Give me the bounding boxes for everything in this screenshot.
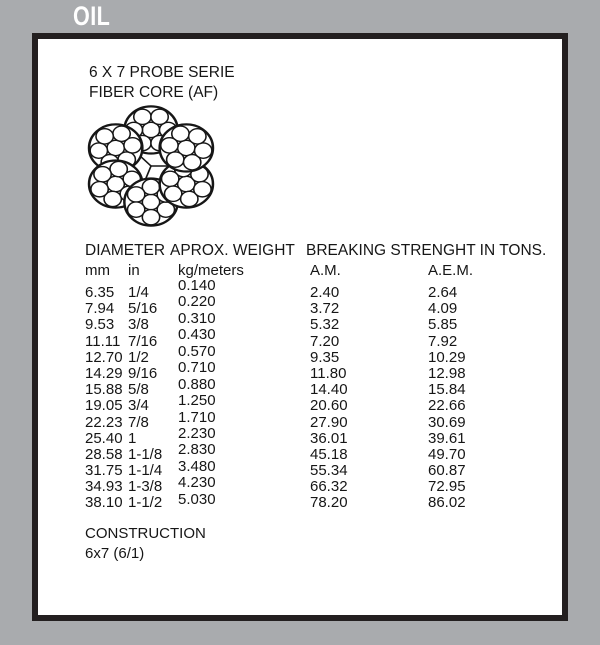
table-cell-am: 5.32 bbox=[310, 316, 340, 334]
table-cell-mm: 31.75 bbox=[85, 462, 123, 480]
table-cell-kg: 5.030 bbox=[178, 490, 216, 508]
table-cell-aem: 39.61 bbox=[428, 429, 466, 447]
table-cell-mm: 25.40 bbox=[85, 429, 123, 447]
table-cell-mm: 38.10 bbox=[85, 494, 123, 512]
subheader-in: in bbox=[128, 262, 140, 279]
table-cell-kg: 2.230 bbox=[178, 424, 216, 442]
table-cell-aem: 30.69 bbox=[428, 413, 466, 431]
table-cell-aem: 22.66 bbox=[428, 397, 466, 415]
table-cell-kg: 2.830 bbox=[178, 441, 216, 459]
table-cell-aem: 4.09 bbox=[428, 300, 458, 318]
table-cell-aem: 72.95 bbox=[428, 478, 466, 496]
table-cell-mm: 7.94 bbox=[85, 300, 115, 318]
table-cell-in: 1-1/8 bbox=[128, 445, 163, 463]
table-cell-am: 2.40 bbox=[310, 284, 340, 301]
table-cell-kg: 0.430 bbox=[178, 326, 216, 344]
table-cell-aem: 10.29 bbox=[428, 348, 466, 366]
table-cell-kg: 0.710 bbox=[178, 359, 216, 377]
table-column-aem bbox=[428, 285, 466, 512]
table-cell-kg: 4.230 bbox=[178, 474, 216, 492]
table-cell-in: 5/8 bbox=[128, 381, 149, 399]
subheader-mm: mm bbox=[85, 262, 110, 279]
table-cell-mm: 12.70 bbox=[85, 348, 123, 366]
table-column-in bbox=[128, 285, 162, 512]
table-cell-am: 14.40 bbox=[310, 381, 348, 399]
table-cell-mm: 22.23 bbox=[85, 413, 123, 431]
table-cell-kg: 0.310 bbox=[178, 309, 216, 327]
table-cell-am: 11.80 bbox=[310, 364, 347, 382]
table-cell-in: 9/16 bbox=[128, 364, 158, 382]
sheet-title bbox=[89, 63, 235, 103]
header-breaking-strenght: BREAKING STRENGHT IN TONS. bbox=[306, 242, 547, 259]
table-cell-in: 1/4 bbox=[128, 284, 149, 301]
table-cell-mm: 34.93 bbox=[85, 478, 123, 496]
table-cell-in: 1-3/8 bbox=[128, 478, 163, 496]
table-cell-aem: 49.70 bbox=[428, 445, 466, 463]
table-cell-in: 7/16 bbox=[128, 332, 158, 350]
table-cell-kg: 0.220 bbox=[178, 293, 216, 311]
table-column-kg-meters bbox=[178, 278, 216, 508]
wire-rope-cross-section-icon bbox=[82, 105, 220, 227]
table-cell-aem: 86.02 bbox=[428, 494, 466, 512]
table-cell-am: 7.20 bbox=[310, 332, 340, 350]
table-cell-in: 1/2 bbox=[128, 348, 149, 366]
table-cell-am: 66.32 bbox=[310, 478, 348, 496]
construction-block bbox=[85, 524, 206, 563]
table-cell-kg: 3.480 bbox=[178, 457, 216, 475]
table-cell-mm: 9.53 bbox=[85, 316, 115, 334]
table-cell-in: 7/8 bbox=[128, 413, 149, 431]
table-cell-mm: 11.11 bbox=[85, 332, 121, 350]
table-cell-aem: 12.98 bbox=[428, 364, 466, 382]
table-cell-in: 3/8 bbox=[128, 316, 149, 334]
table-cell-in: 3/4 bbox=[128, 397, 149, 415]
table-cell-in: 1 bbox=[128, 429, 137, 447]
title-line-2: FIBER CORE (AF) bbox=[89, 84, 219, 101]
oil-logo: OIL bbox=[73, 1, 111, 31]
table-cell-mm: 15.88 bbox=[85, 381, 123, 399]
title-line-1: 6 X 7 PROBE SERIE bbox=[89, 64, 235, 81]
table-cell-aem: 2.64 bbox=[428, 284, 458, 301]
table-cell-am: 45.18 bbox=[310, 445, 348, 463]
table-cell-aem: 60.87 bbox=[428, 462, 466, 480]
subheader-aem: A.E.M. bbox=[428, 262, 474, 279]
subheader-am: A.M. bbox=[310, 262, 341, 279]
table-cell-kg: 0.880 bbox=[178, 375, 216, 393]
table-cell-aem: 15.84 bbox=[428, 381, 466, 399]
table-column-mm bbox=[85, 285, 123, 512]
table-cell-kg: 1.710 bbox=[178, 408, 216, 426]
table-cell-am: 36.01 bbox=[310, 429, 348, 447]
table-cell-mm: 6.35 bbox=[85, 284, 115, 301]
table-cell-am: 55.34 bbox=[310, 462, 348, 480]
table-cell-mm: 28.58 bbox=[85, 445, 123, 463]
table-cell-kg: 0.570 bbox=[178, 342, 216, 360]
spec-sheet bbox=[32, 33, 568, 621]
header-diameter: DIAMETER bbox=[85, 242, 166, 259]
table-cell-am: 27.90 bbox=[310, 413, 348, 431]
table-cell-kg: 0.140 bbox=[178, 277, 216, 294]
construction-label: CONSTRUCTION bbox=[85, 525, 206, 542]
table-column-am bbox=[310, 285, 348, 512]
table-cell-mm: 14.29 bbox=[85, 364, 123, 382]
table-cell-mm: 19.05 bbox=[85, 397, 123, 415]
table-cell-in: 1-1/2 bbox=[128, 494, 163, 512]
table-cell-in: 1-1/4 bbox=[128, 462, 163, 480]
table-cell-am: 3.72 bbox=[310, 300, 340, 318]
header-aprox-weight: APROX. WEIGHT bbox=[170, 242, 295, 259]
table-cell-aem: 5.85 bbox=[428, 316, 458, 334]
table-cell-am: 20.60 bbox=[310, 397, 348, 415]
table-cell-aem: 7.92 bbox=[428, 332, 458, 350]
table-cell-in: 5/16 bbox=[128, 300, 158, 318]
construction-value: 6x7 (6/1) bbox=[85, 544, 145, 562]
table-cell-kg: 1.250 bbox=[178, 392, 216, 410]
table-cell-am: 9.35 bbox=[310, 348, 340, 366]
subheader-kg-meters: kg/meters bbox=[178, 262, 244, 279]
table-cell-am: 78.20 bbox=[310, 494, 348, 512]
